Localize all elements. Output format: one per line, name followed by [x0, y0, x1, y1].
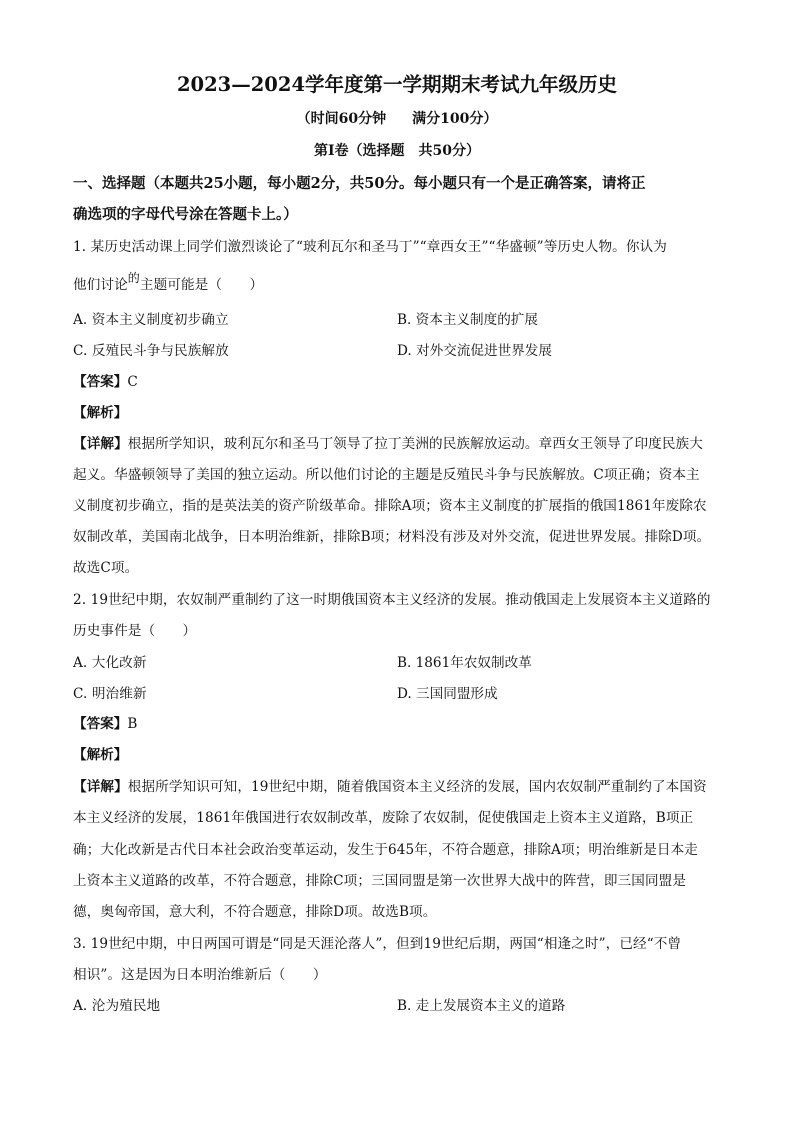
q1-detail-line5: 故选C项。: [73, 560, 139, 576]
q3-option-b: B. 走上发展资本主义的道路: [397, 998, 566, 1014]
q1-stem-part: 主题可能是（ ）: [139, 277, 264, 293]
score-info: 满分100分）: [412, 111, 498, 127]
q2-option-a: A. 大化改新: [73, 655, 147, 671]
volume-heading: 第Ⅰ卷（选择题 共50分）: [313, 143, 481, 159]
detail-tag: 【详解】: [73, 436, 128, 452]
detail-text: 根据所学知识，玻利瓦尔和圣马丁领导了拉丁美洲的民族解放运动。章西女王领导了印度民族大: [127, 436, 703, 452]
q3-stem-line2: 相识”。这是因为日本明治维新后（ ）: [73, 967, 327, 983]
q2-analysis: [73, 743, 127, 763]
q2-stem-line1: 2. 19世纪中期，农奴制严重制约了这一时期俄国资本主义经济的发展。推动俄国走上发展资本主义道路的: [73, 592, 711, 608]
q2-option-b: B. 1861年农奴制改革: [397, 655, 532, 671]
q1-analysis: [73, 401, 127, 421]
section-instructions-line1: 一、选择题（本题共25小题，每小题2分，共50分。每小题只有一个是正确答案，请将正: [73, 175, 646, 192]
q2-detail-line3: 确；大化改新是古代日本社会政治变革运动，发生于645年，不符合题意，排除A项；明治维新是日本走: [73, 842, 698, 858]
q2-detail-line2: 本主义经济的发展，1861年俄国进行农奴制改革，废除了农奴制，促使俄国走上资本主义道路，B项正: [73, 810, 694, 826]
q1-option-c: C. 反殖民斗争与民族解放: [73, 343, 229, 359]
q2-option-d: D. 三国同盟形成: [397, 686, 498, 702]
q1-detail-line1: [73, 432, 703, 452]
q1-option-d: D. 对外交流促进世界发展: [397, 343, 552, 359]
q2-detail-line5: 德，奥匈帝国，意大利，不符合题意，排除D项。故选B项。: [73, 904, 437, 920]
analysis-tag: 【解析】: [73, 405, 128, 421]
time-info: （时间60分钟: [296, 111, 387, 127]
q2-detail-line1: [73, 775, 707, 795]
answer-value: C: [127, 374, 138, 390]
q1-detail-line4: 奴制改革，美国南北战争，日本明治维新，排除B项；材料没有涉及对外交流，促进世界发展。排除D项。: [73, 529, 711, 545]
q1-detail-line2: 起义。华盛顿领导了美国的独立运动。所以他们讨论的主题是反殖民斗争与民族解放。C项正确；资本主: [73, 467, 700, 483]
section-instructions-line2: 确选项的字母代号涂在答题卡上。）: [73, 206, 298, 223]
q1-stem-part: 他们讨论: [73, 277, 128, 293]
page-title: 2023—2024学年度第一学期期末考试九年级历史: [176, 73, 618, 96]
answer-value: B: [127, 716, 138, 732]
q1-detail-line3: 义制度初步确立，指的是英法美的资产阶级革命。排除A项；资本主义制度的扩展指的俄国1861年废除农: [73, 498, 707, 514]
q1-stem-line2: [73, 273, 263, 293]
answer-tag: 【答案】: [73, 374, 128, 390]
detail-tag: 【详解】: [73, 779, 128, 795]
q1-stem-line1: 1. 某历史活动课上同学们激烈谈论了“玻利瓦尔和圣马丁”“章西女王”“华盛顿”等历史人物。你认为: [73, 239, 667, 255]
q1-option-b: B. 资本主义制度的扩展: [397, 312, 538, 328]
exam-info: [0, 108, 794, 128]
q2-stem-line2: 历史事件是（ ）: [73, 623, 197, 639]
q3-stem-line1: 3. 19世纪中期，中日两国可谓是“同是天涯沦落人”，但到19世纪后期，两国“相逢之时”，已经“不曾: [73, 936, 682, 952]
q2-detail-line4: 上资本主义道路的改革，不符合题意，排除C项；三国同盟是第一次世界大战中的阵营，即三国同盟是: [73, 873, 687, 889]
q2-option-c: C. 明治维新: [73, 686, 147, 702]
detail-text: 根据所学知识可知，19世纪中期，随着俄国资本主义经济的发展，国内农奴制严重制约了本国资: [127, 779, 707, 795]
q1-answer: [73, 370, 138, 390]
analysis-tag: 【解析】: [73, 747, 128, 763]
answer-tag: 【答案】: [73, 716, 128, 732]
q2-answer: [73, 712, 137, 732]
q1-stem-sup: 的: [127, 271, 140, 285]
q1-option-a: A. 资本主义制度初步确立: [73, 312, 229, 328]
q3-option-a: A. 沦为殖民地: [73, 998, 161, 1014]
